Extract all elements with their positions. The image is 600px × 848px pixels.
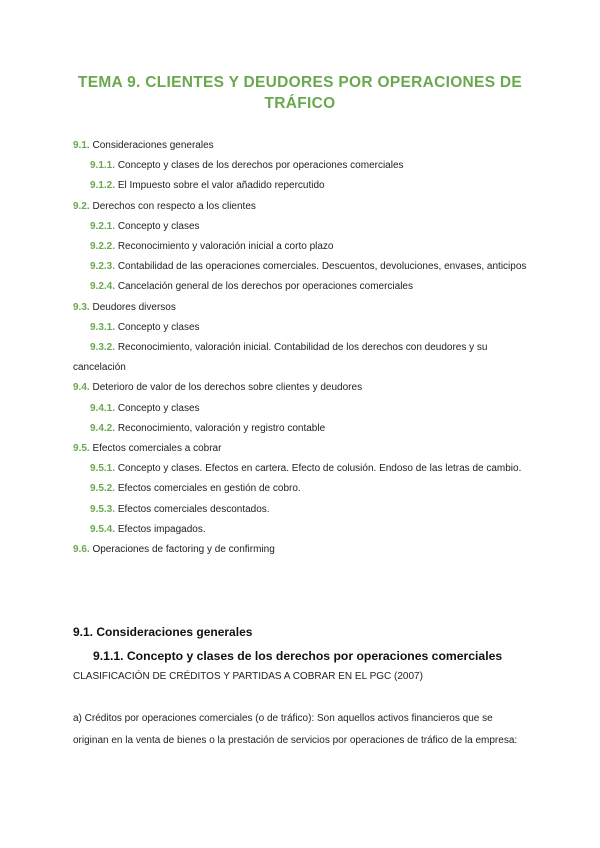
toc-number: 9.4.2. (90, 422, 116, 434)
toc-number: 9.2. (73, 200, 90, 212)
toc-text: Reconocimiento, valoración y registro contable (117, 422, 326, 434)
toc-item (73, 257, 533, 277)
toc-number: 9.5.3. (90, 503, 116, 515)
toc-number: 9.1.2. (90, 180, 116, 192)
toc-text: Concepto y clases (117, 321, 200, 333)
toc-text: Derechos con respecto a los clientes (92, 200, 256, 212)
toc-item (73, 378, 533, 398)
section-heading: 9.1. Consideraciones generales (73, 625, 253, 639)
toc-text: Operaciones de factoring y de confirming (92, 544, 275, 556)
toc-item (73, 156, 533, 176)
toc-number: 9.3. (73, 301, 90, 313)
toc-number: 9.2.2. (90, 241, 116, 253)
document-title: TEMA 9. CLIENTES Y DEUDORES POR OPERACIONES DE TRÁFICO (77, 74, 523, 112)
toc-text: Concepto y clases (117, 220, 200, 232)
toc-item (73, 237, 533, 257)
toc-item (73, 136, 533, 156)
toc-text: Efectos comerciales a cobrar (92, 443, 222, 455)
toc-item (73, 419, 533, 439)
toc-text: El Impuesto sobre el valor añadido repercutido (117, 180, 325, 192)
toc-item (73, 500, 533, 520)
toc-number: 9.2.3. (90, 261, 116, 273)
toc-item (73, 176, 533, 196)
toc-number: 9.4.1. (90, 402, 116, 414)
toc-item (73, 217, 533, 237)
toc-number: 9.2.1. (90, 220, 116, 232)
toc-number: 9.3.1. (90, 321, 116, 333)
toc-item (73, 540, 533, 560)
toc-item (73, 520, 533, 540)
toc-text: Deudores diversos (92, 301, 176, 313)
toc-item (73, 277, 533, 297)
toc-text: Concepto y clases (117, 402, 200, 414)
toc-text: Efectos comerciales en gestión de cobro. (117, 483, 301, 495)
toc-number: 9.5.1. (90, 463, 116, 475)
toc-number: 9.4. (73, 382, 90, 394)
table-of-contents (73, 136, 533, 560)
toc-text: Concepto y clases de los derechos por operaciones comerciales (117, 160, 404, 172)
toc-text: Contabilidad de las operaciones comerciales. Descuentos, devoluciones, envases, anticipos (117, 261, 527, 273)
toc-text: Reconocimiento, valoración inicial. Contabilidad de los derechos con deudores y su cancelación (73, 342, 488, 374)
toc-text: Cancelación general de los derechos por operaciones comerciales (117, 281, 413, 293)
toc-text: Efectos impagados. (117, 523, 206, 535)
subsection-heading: 9.1.1. Concepto y clases de los derechos por operaciones comerciales (93, 649, 503, 663)
toc-text: Reconocimiento y valoración inicial a corto plazo (117, 241, 334, 253)
toc-item (73, 298, 533, 318)
toc-number: 9.1.1. (90, 160, 116, 172)
toc-item (73, 439, 533, 459)
toc-item (73, 459, 533, 479)
toc-number: 9.5.2. (90, 483, 116, 495)
toc-text: Efectos comerciales descontados. (117, 503, 270, 515)
toc-number: 9.5. (73, 443, 90, 455)
toc-item (73, 479, 533, 499)
toc-number: 9.5.4. (90, 523, 116, 535)
classification-caption: CLASIFICACIÓN DE CRÉDITOS Y PARTIDAS A COBRAR EN EL PGC (2007) (73, 671, 423, 682)
toc-item (73, 318, 533, 338)
toc-item (73, 197, 533, 217)
toc-number: 9.3.2. (90, 342, 116, 354)
body-paragraph: a) Créditos por operaciones comerciales (o de tráfico): Son aquellos activos financieros que se originan en la venta de bienes o la prestación de servicios por operaciones de tráfico de la empresa: (73, 713, 518, 746)
toc-number: 9.6. (73, 544, 90, 556)
toc-text: Consideraciones generales (92, 140, 214, 151)
toc-item (73, 399, 533, 419)
toc-text: Deterioro de valor de los derechos sobre clientes y deudores (92, 382, 363, 394)
toc-number: 9.1. (73, 140, 90, 151)
toc-number: 9.2.4. (90, 281, 116, 293)
toc-item (73, 338, 533, 378)
toc-text: Concepto y clases. Efectos en cartera. Efecto de colusión. Endoso de las letras de cambio. (117, 463, 522, 475)
